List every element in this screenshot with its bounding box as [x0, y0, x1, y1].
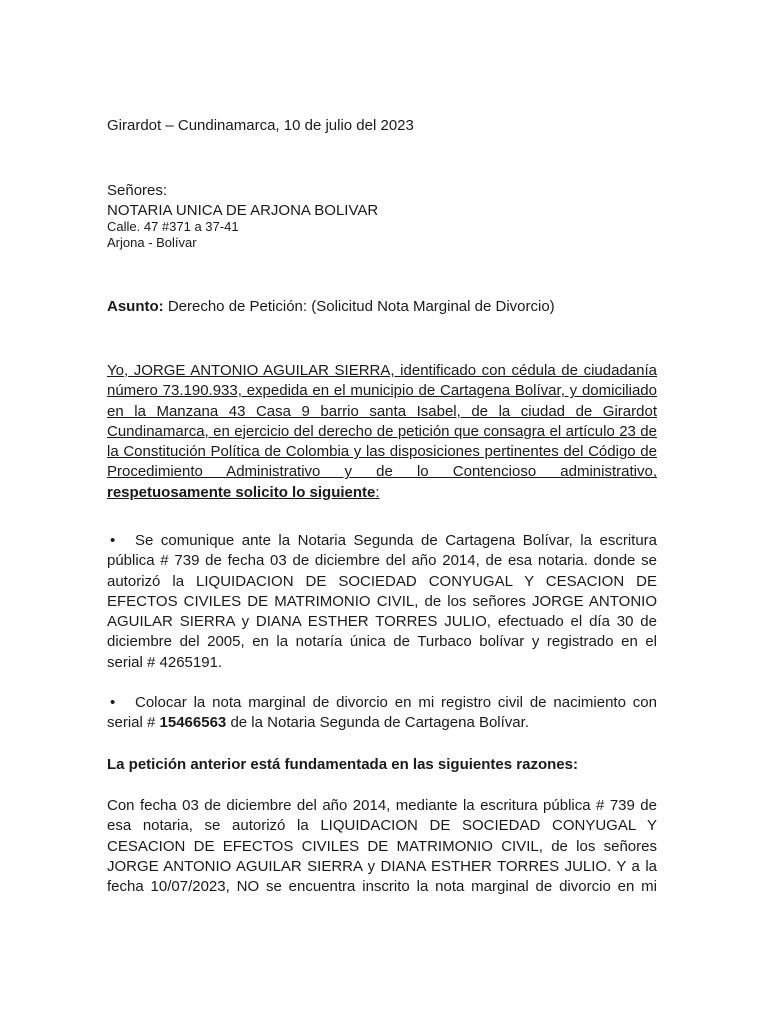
intro-line: en la Manzana 43 Casa 9 barrio santa Isabel, de la ciudad de Girardot — [107, 402, 657, 420]
recipient-city: Arjona - Bolívar — [107, 235, 197, 250]
reasons-line: fecha 10/07/2023, NO se encuentra inscrito la nota marginal de divorcio en mi — [107, 878, 657, 896]
bullet-icon: • — [110, 532, 116, 549]
salutation: Señores: — [107, 182, 168, 199]
request-1-line: serial # 4265191. — [107, 653, 223, 671]
reasons-line: Con fecha 03 de diciembre del año 2014, mediante la escritura pública # 739 de — [107, 797, 657, 814]
intro-closing — [107, 483, 657, 503]
serial-prefix: serial # — [107, 714, 160, 732]
request-line-first — [107, 693, 657, 713]
request-2-line: Colocar la nota marginal de divorcio en mi registro civil de nacimiento con — [135, 694, 657, 711]
intro-closing-bold: respetuosamente solicito lo siguiente — [107, 483, 376, 501]
reasons-heading: La petición anterior está fundamentada en las siguientes razones: — [107, 756, 578, 773]
reasons-paragraph — [107, 796, 657, 897]
request-line-first — [107, 531, 657, 551]
request-item-2 — [107, 693, 657, 734]
reasons-line: CESACION DE EFECTOS CIVILES DE MATRIMONIO CIVIL, de los señores — [107, 837, 657, 855]
intro-closing-colon: : — [375, 483, 380, 501]
request-1-line: Se comunique ante la Notaria Segunda de Cartagena Bolívar, la escritura — [135, 532, 657, 549]
serial-number: 15466563 — [159, 714, 227, 732]
request-1-line: autorizó la LIQUIDACION DE SOCIEDAD CONYUGAL Y CESACION DE — [107, 572, 657, 590]
serial-suffix: de la Notaria Segunda de Cartagena Bolívar. — [226, 714, 529, 732]
request-2-line-2 — [107, 713, 657, 733]
intro-line: Yo, JORGE ANTONIO AGUILAR SIERRA, identificado con cédula de ciudadanía — [107, 362, 657, 379]
intro-line: número 73.190.933, expedida en el municipio de Cartagena Bolívar, y domiciliado — [107, 382, 657, 400]
reasons-line: JORGE ANTONIO AGUILAR SIERRA y DIANA ESTHER TORRES JULIO. Y a la — [107, 857, 657, 875]
bullet-icon: • — [110, 694, 116, 711]
intro-line: Cundinamarca, en ejercicio del derecho de petición que consagra el artículo 23 de — [107, 422, 657, 440]
request-item-1 — [107, 531, 657, 673]
request-1-line: diciembre del 2005, en la notaría única de Turbaco bolívar y registrado en el — [107, 633, 657, 651]
request-1-line: pública # 739 de fecha 03 de diciembre del año 2014, de esa notaria. donde se — [107, 552, 657, 570]
recipient-name: NOTARIA UNICA DE ARJONA BOLIVAR — [107, 202, 379, 219]
request-1-line: AGUILAR SIERRA y DIANA ESTHER TORRES JULIO, efectuado el día 30 de — [107, 613, 657, 631]
subject-label: Asunto: — [107, 298, 164, 315]
intro-line: Procedimiento Administrativo y de lo Contencioso administrativo, — [107, 463, 657, 481]
request-1-line: EFECTOS CIVILES DE MATRIMONIO CIVIL, de los señores JORGE ANTONIO — [107, 592, 657, 610]
place-date: Girardot – Cundinamarca, 10 de julio del 2023 — [107, 117, 414, 134]
recipient-address: Calle. 47 #371 a 37-41 — [107, 219, 239, 234]
intro-paragraph — [107, 361, 657, 503]
subject-text: Derecho de Petición: (Solicitud Nota Marginal de Divorcio) — [163, 298, 555, 315]
intro-line: la Constitución Política de Colombia y las disposiciones pertinentes del Código de — [107, 443, 657, 461]
subject-line — [107, 297, 657, 317]
reasons-line: esa notaria, se autorizó la LIQUIDACION DE SOCIEDAD CONYUGAL Y — [107, 817, 657, 835]
